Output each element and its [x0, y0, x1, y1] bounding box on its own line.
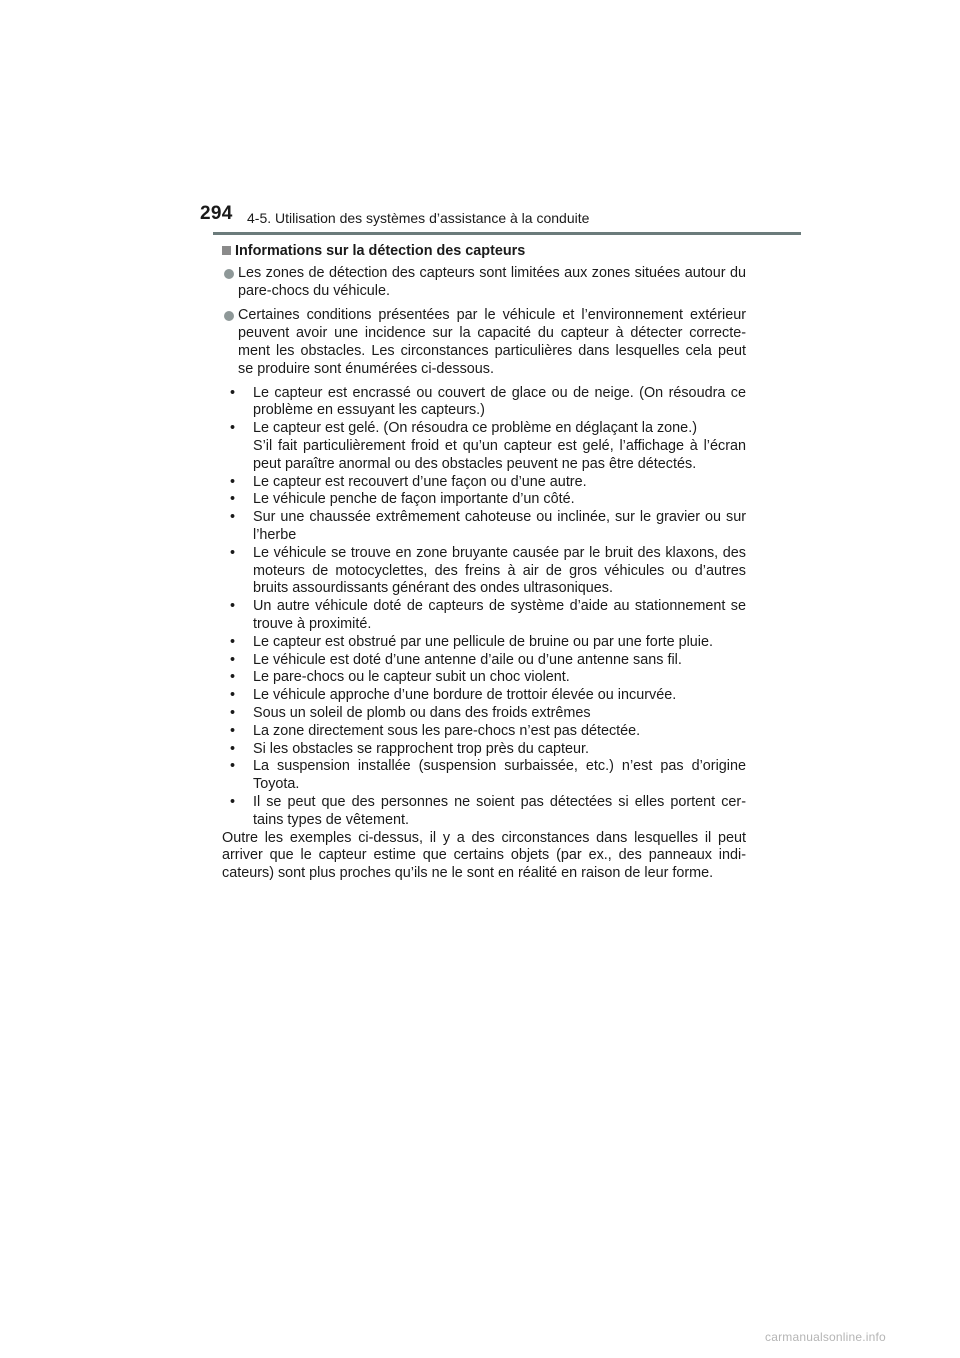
main-content — [222, 243, 746, 883]
circle-bullet-icon — [224, 311, 234, 321]
list-bullet: • — [230, 687, 236, 704]
square-bullet-icon — [222, 246, 231, 255]
list-bullet: • — [230, 420, 236, 437]
list-bullet: • — [230, 793, 236, 810]
list-item — [222, 509, 746, 545]
list-bullet: • — [230, 722, 236, 739]
list-bullet: • — [230, 704, 236, 721]
list-bullet: • — [230, 491, 236, 508]
header-divider — [213, 232, 801, 235]
frozen-note: S’il fait particulièrement froid et qu’un capteur est gelé, l’affichage à l’écran peut paraître anormal ou des obstacles peuvent ne pas être détectés. — [253, 437, 746, 472]
list-bullet: • — [230, 758, 236, 775]
watermark: carmanualsonline.info — [765, 1330, 886, 1344]
circle-bullet-icon — [224, 269, 234, 279]
list-item-text: Le capteur est gelé. (On résoudra ce problème en déglaçant la zone.) — [253, 420, 697, 437]
list-item — [222, 634, 746, 652]
list-item — [222, 723, 746, 741]
page-header — [0, 0, 960, 240]
list-item-text: Si les obstacles se rapprochent trop près du capteur. — [253, 740, 589, 757]
subheading-text: Informations sur la détection des capteurs — [235, 243, 526, 259]
list-item-text: Sous un soleil de plomb ou dans des froids extrêmes — [253, 704, 591, 721]
list-item-text: Un autre véhicule doté de capteurs de système d’aide au stationnement se trouve à proximité. — [253, 598, 746, 632]
page-number: 294 — [200, 203, 233, 224]
subheading — [222, 243, 746, 261]
bullet-item — [222, 265, 746, 301]
list-item — [222, 687, 746, 705]
list-bullet: • — [230, 651, 236, 668]
list-item — [222, 385, 746, 421]
list-item-text: Le capteur est encrassé ou couvert de glace ou de neige. (On résoudra ce problème en essuyant les capteurs.) — [253, 384, 746, 419]
list-item-text: Le capteur est obstrué par une pellicule de bruine ou par une forte pluie. — [253, 633, 714, 650]
list-bullet: • — [230, 384, 236, 401]
list-item — [222, 741, 746, 759]
list-item — [222, 669, 746, 687]
list-item — [222, 491, 746, 509]
closing-paragraph: Outre les exemples ci-dessus, il y a des circonstances dans lesquelles il peut arriver que le capteur estime que certains objets (par ex., des panneaux indi-cateurs) sont plus proches qu’ils ne le sont en réalité en raison de leur forme. — [222, 829, 746, 882]
list-bullet: • — [230, 669, 236, 686]
list-item-text: Le véhicule se trouve en zone bruyante causée par le bruit des klaxons, des moteurs de motocyclettes, des freins à air de gros véhicules ou d’autres bruits assourdissants générant des ondes ultrasoniques. — [253, 544, 746, 597]
list-bullet: • — [230, 633, 236, 650]
bullet-text: Certaines conditions présentées par le véhicule et l’environnement extérieur peuvent avoir une incidence sur la capacité du capteur à détecter correcte-ment les obstacles. Les circonstances particulières dans lesquelles cela peut se produire sont énumérées ci-dessous. — [238, 307, 746, 377]
list-item — [222, 758, 746, 794]
list-item-text: Le véhicule approche d’une bordure de trottoir élevée ou incurvée. — [253, 687, 677, 704]
list-item-text: Le véhicule penche de façon importante d’un côté. — [253, 491, 575, 508]
list-item — [222, 545, 746, 598]
list-item — [222, 794, 746, 830]
list-item-text: Le pare-chocs ou le capteur subit un choc violent. — [253, 669, 570, 686]
list-item — [222, 474, 746, 492]
list-bullet: • — [230, 740, 236, 757]
list-bullet: • — [230, 473, 236, 490]
list-item — [222, 652, 746, 670]
list-item-text: Sur une chaussée extrêmement cahoteuse ou inclinée, sur le gravier ou sur l’herbe — [253, 509, 746, 543]
bullet-text: Les zones de détection des capteurs sont limitées aux zones situées autour du pare-chocs du véhicule. — [238, 264, 746, 299]
list-item — [222, 420, 746, 473]
bullet-item — [222, 307, 746, 378]
list-bullet: • — [230, 598, 236, 615]
conditions-list — [222, 385, 746, 830]
list-bullet: • — [230, 509, 236, 526]
list-item — [222, 598, 746, 634]
list-item-text: Il se peut que des personnes ne soient pas détectées si elles portent cer-tains types de vêtement. — [253, 793, 746, 828]
list-item-text: La suspension installée (suspension surbaissée, etc.) n’est pas d’origine Toyota. — [253, 758, 746, 793]
section-title: 4-5. Utilisation des systèmes d’assistance à la conduite — [247, 210, 590, 226]
list-bullet: • — [230, 544, 236, 561]
list-item-text: La zone directement sous les pare-chocs n’est pas détectée. — [253, 722, 641, 739]
list-item-text: Le capteur est recouvert d’une façon ou d’une autre. — [253, 473, 587, 490]
list-item-text: Le véhicule est doté d’une antenne d’aile ou d’une antenne sans fil. — [253, 651, 682, 668]
list-item — [222, 705, 746, 723]
